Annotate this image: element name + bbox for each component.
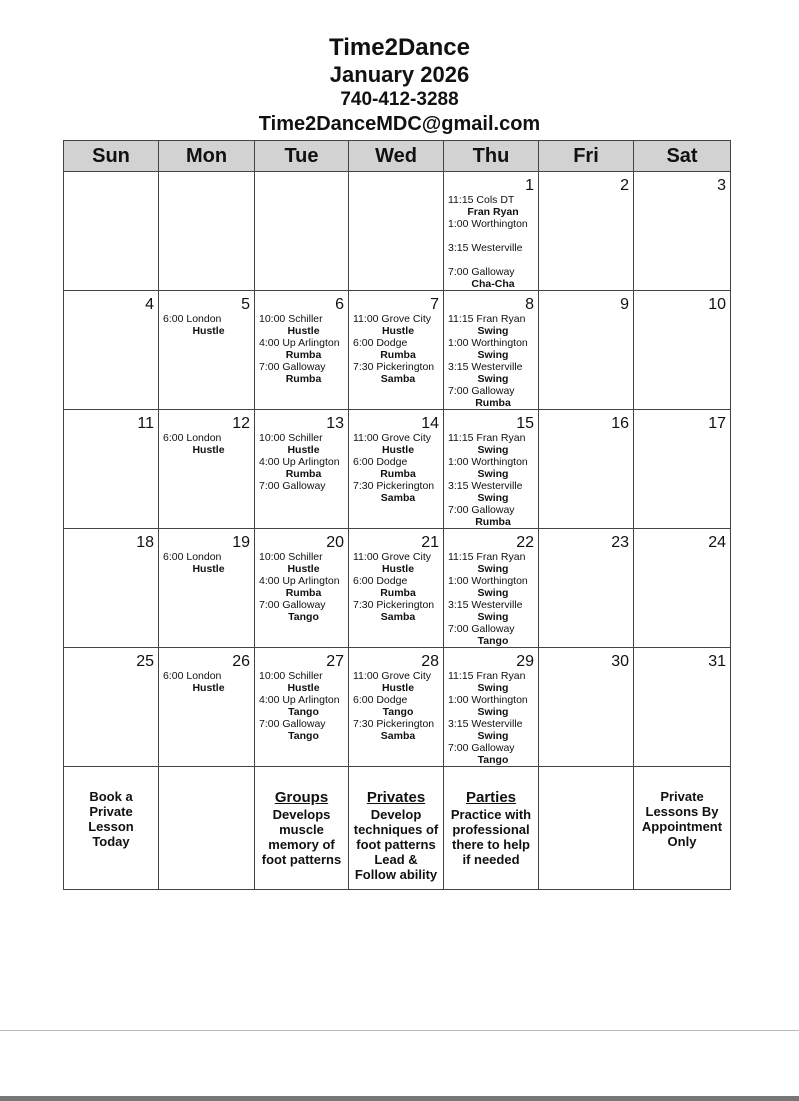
week-row [64,529,731,648]
day-number: 10 [708,296,726,313]
day-number: 2 [620,177,629,194]
event-time-location: 4:00 Up Arlington [259,456,340,468]
event-time-location: 11:15 Fran Ryan [448,670,526,682]
event-dance-style: Hustle [192,682,225,694]
event-time-location: 3:15 Westerville [448,242,523,254]
day-cell [64,291,159,410]
event-time-location: 1:00 Worthington [448,456,528,468]
day-number: 24 [708,534,726,551]
event-list [444,194,538,290]
footer-empty-cell [159,767,255,890]
event-dance-style: Rumba [285,373,322,385]
day-number: 26 [232,653,250,670]
event-time-location: 7:00 Galloway [448,623,515,635]
event-dance-style: Rumba [380,349,416,361]
event-time-location: 7:00 Galloway [448,385,515,397]
day-cell [255,172,349,291]
day-cell [444,648,539,767]
day-cell [444,529,539,648]
weekday-sat: Sat [634,141,731,172]
day-cell [349,172,444,291]
day-number: 19 [232,534,250,551]
event-dance-style: Swing [477,706,509,718]
event-dance-style: Hustle [381,444,415,456]
event-time-location: 10:00 Schiller [259,551,323,563]
day-number: 21 [421,534,439,551]
event-spacer [448,230,538,242]
event-dance-style: Tango [477,635,509,647]
day-number: 15 [516,415,534,432]
event-time-location: 11:00 Grove City [353,551,432,563]
event-dance-style: Swing [477,611,509,623]
event-time-location: 11:15 Cols DT [448,194,515,206]
day-cell [349,529,444,648]
event-dance-style: Samba [380,492,416,504]
event-dance-style: Rumba [285,468,322,480]
event-time-location: 6:00 London [163,432,222,444]
event-list [255,551,348,623]
event-dance-style: Rumba [475,397,511,409]
event-time-location: 7:00 Galloway [259,480,326,492]
event-dance-style: Rumba [475,516,511,528]
event-list [349,670,443,742]
day-number: 17 [708,415,726,432]
day-cell [349,648,444,767]
event-time-location: 3:15 Westerville [448,718,523,730]
day-cell [255,529,349,648]
footer-empty-cell [539,767,634,890]
event-dance-style: Swing [477,444,509,456]
event-dance-style: Swing [477,373,509,385]
day-cell [255,291,349,410]
day-cell [634,529,731,648]
event-time-location: 11:00 Grove City [353,670,432,682]
event-time-location: 6:00 Dodge [353,694,408,706]
day-cell [444,410,539,529]
event-dance-style: Hustle [192,563,225,575]
event-dance-style: Hustle [192,325,225,337]
business-name: Time2Dance [329,34,470,61]
day-number: 20 [326,534,344,551]
event-time-location: 6:00 Dodge [353,456,408,468]
footer-groups-cell [255,767,349,890]
day-number: 27 [326,653,344,670]
event-time-location: 11:15 Fran Ryan [448,313,526,325]
event-list [349,313,443,385]
event-dance-style: Rumba [285,587,322,599]
email-address: Time2DanceMDC@gmail.com [258,113,541,135]
event-time-location: 7:00 Galloway [259,718,326,730]
day-number: 9 [620,296,629,313]
footer-appointment-cell [634,767,731,890]
day-cell [634,291,731,410]
day-number: 7 [430,296,439,313]
day-number: 22 [516,534,534,551]
event-dance-style: Swing [477,468,509,480]
event-dance-style: Cha-Cha [471,278,515,290]
privates-heading: Privates [366,789,426,806]
parties-text: Practice with professional there to help if needed [450,807,532,867]
weekday-thu: Thu [444,141,539,172]
day-number: 8 [525,296,534,313]
event-dance-style: Hustle [381,682,415,694]
event-time-location: 7:30 Pickerington [353,718,435,730]
event-dance-style: Rumba [380,587,416,599]
day-cell [64,410,159,529]
privates-text: Develop techniques of foot patterns Lead & Follow ability [353,807,439,882]
footer-privates-cell [349,767,444,890]
event-time-location: 11:00 Grove City [353,432,432,444]
event-list [255,313,348,385]
event-time-location: 3:15 Westerville [448,361,523,373]
scan-edge [0,1096,799,1101]
event-time-location: 7:00 Galloway [448,504,515,516]
day-number: 25 [136,653,154,670]
day-number: 31 [708,653,726,670]
event-time-location: 10:00 Schiller [259,432,323,444]
day-cell [159,291,255,410]
event-dance-style: Swing [477,730,509,742]
groups-heading: Groups [274,789,329,806]
event-list [349,551,443,623]
event-list [444,551,538,647]
event-time-location: 1:00 Worthington [448,218,528,230]
event-dance-style: Tango [288,706,319,718]
day-cell [539,291,634,410]
event-time-location: 6:00 London [163,551,222,563]
calendar-grid [63,140,731,890]
day-number: 3 [717,177,726,194]
month-title: January 2026 [329,62,470,87]
event-list [444,313,538,409]
event-dance-style: Tango [382,706,414,718]
event-dance-style: Tango [477,754,509,766]
day-cell [349,410,444,529]
event-time-location: 11:15 Fran Ryan [448,432,526,444]
event-dance-style: Swing [477,349,509,361]
day-cell [64,648,159,767]
event-time-location: 10:00 Schiller [259,313,323,325]
event-list [349,432,443,504]
day-cell [159,172,255,291]
event-dance-style: Swing [477,325,509,337]
day-number: 29 [516,653,534,670]
event-list [159,670,254,694]
event-dance-style: Swing [477,587,509,599]
event-dance-style: Hustle [192,444,225,456]
event-dance-style: Rumba [285,349,322,361]
event-dance-style: Hustle [287,325,320,337]
event-time-location: 11:15 Fran Ryan [448,551,526,563]
event-time-location: 10:00 Schiller [259,670,323,682]
event-list [159,432,254,456]
footer-row [64,767,731,890]
day-cell [634,410,731,529]
day-cell [64,529,159,648]
weekday-tue: Tue [255,141,349,172]
event-list [159,551,254,575]
event-time-location: 1:00 Worthington [448,337,528,349]
event-time-location: 7:30 Pickerington [353,480,435,492]
day-cell [159,648,255,767]
event-time-location: 6:00 London [163,313,222,325]
day-number: 13 [326,415,344,432]
day-number [255,172,348,178]
day-number: 28 [421,653,439,670]
day-number: 18 [136,534,154,551]
event-list [444,432,538,528]
event-time-location: 4:00 Up Arlington [259,694,340,706]
event-time-location: 7:00 Galloway [448,266,515,278]
event-dance-style: Hustle [381,563,415,575]
day-cell [255,410,349,529]
event-dance-style: Hustle [381,325,415,337]
page-divider [0,1030,799,1031]
event-dance-style: Rumba [380,468,416,480]
event-dance-style: Swing [477,563,509,575]
day-number [64,172,158,178]
day-cell [539,648,634,767]
event-dance-style: Fran Ryan [467,206,519,218]
event-time-location: 3:15 Westerville [448,599,523,611]
day-number: 4 [145,296,154,313]
day-cell [634,172,731,291]
day-cell [539,410,634,529]
day-number: 1 [525,177,534,194]
day-cell [255,648,349,767]
day-number: 14 [421,415,439,432]
day-number [159,172,254,178]
week-row [64,648,731,767]
event-dance-style: Hustle [287,682,320,694]
calendar-header [0,34,799,136]
event-list [159,313,254,337]
day-number: 6 [335,296,344,313]
event-dance-style: Swing [477,682,509,694]
footer-parties-cell [444,767,539,890]
event-dance-style: Swing [477,492,509,504]
event-dance-style: Samba [380,611,416,623]
groups-text: Develops muscle memory of foot patterns [261,807,342,867]
day-cell [444,172,539,291]
event-time-location: 11:00 Grove City [353,313,432,325]
day-cell [64,172,159,291]
event-list [255,432,348,492]
event-time-location: 1:00 Worthington [448,575,528,587]
day-cell [159,410,255,529]
event-time-location: 7:30 Pickerington [353,599,435,611]
event-time-location: 4:00 Up Arlington [259,337,340,349]
day-number: 23 [611,534,629,551]
day-number: 5 [241,296,250,313]
event-time-location: 6:00 London [163,670,222,682]
appointment-text: Private Lessons By Appointment Only [641,789,723,849]
event-time-location: 4:00 Up Arlington [259,575,340,587]
event-time-location: 6:00 Dodge [353,575,408,587]
event-time-location: 3:15 Westerville [448,480,523,492]
event-time-location: 7:00 Galloway [448,742,515,754]
day-number: 11 [137,415,154,432]
weekday-wed: Wed [349,141,444,172]
weekday-mon: Mon [159,141,255,172]
event-spacer [448,254,538,266]
event-time-location: 1:00 Worthington [448,694,528,706]
event-dance-style: Hustle [287,563,320,575]
parties-heading: Parties [465,789,517,806]
day-cell [539,529,634,648]
day-number [349,172,443,178]
phone-number: 740-412-3288 [340,89,459,110]
event-list [255,670,348,742]
day-number: 30 [611,653,629,670]
footer-book-cell [64,767,159,890]
event-list [444,670,538,766]
weekday-header-row [64,141,731,172]
event-time-location: 6:00 Dodge [353,337,408,349]
week-row [64,410,731,529]
event-dance-style: Tango [288,730,319,742]
event-dance-style: Hustle [287,444,320,456]
day-cell [539,172,634,291]
day-cell [349,291,444,410]
week-row [64,172,731,291]
event-time-location: 7:30 Pickerington [353,361,435,373]
event-dance-style: Samba [380,730,416,742]
day-cell [444,291,539,410]
book-lesson-text: Book a Private Lesson Today [88,789,134,849]
day-number: 16 [611,415,629,432]
calendar-weeks [64,172,731,767]
event-dance-style: Tango [288,611,319,623]
day-cell [634,648,731,767]
event-dance-style: Samba [380,373,416,385]
day-cell [159,529,255,648]
weekday-sun: Sun [64,141,159,172]
event-time-location: 7:00 Galloway [259,599,326,611]
event-time-location: 7:00 Galloway [259,361,326,373]
day-number: 12 [232,415,250,432]
weekday-fri: Fri [539,141,634,172]
week-row [64,291,731,410]
